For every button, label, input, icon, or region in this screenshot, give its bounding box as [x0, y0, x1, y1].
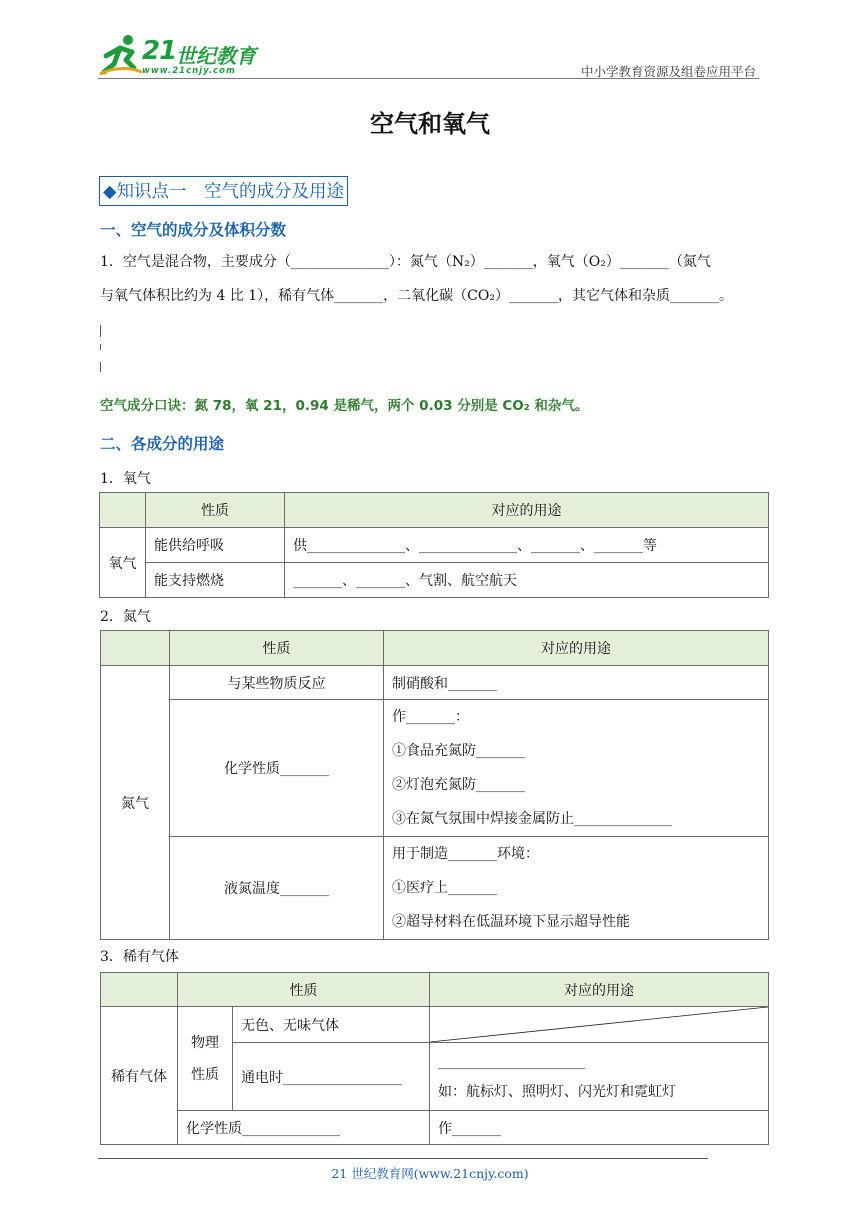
- property-cell: 化学性质______________: [178, 1111, 430, 1145]
- mnemonic: 空气成分口诀：氮 78，氧 21，0.94 是稀气，两个 0.03 分别是 CO₂ 和杂气。: [100, 398, 589, 414]
- table-row: [100, 563, 769, 598]
- header-property: 性质: [146, 493, 285, 528]
- use-line: 用于制造_______环境：: [392, 846, 539, 862]
- physical-label-line: 物理: [191, 1034, 219, 1051]
- header-use: 对应的用途: [285, 493, 769, 528]
- row-label: 稀有气体: [101, 1007, 178, 1145]
- footer-divider: [98, 1158, 708, 1159]
- physical-label-line: 性质: [191, 1066, 219, 1083]
- use-line: ②超导材料在低温环境下显示超导性能: [392, 914, 630, 930]
- table-row: [101, 666, 769, 700]
- section2-heading: 二、各成分的用途: [100, 435, 225, 453]
- margin-tick: [100, 325, 101, 337]
- header-property: 性质: [170, 631, 384, 666]
- composition-para-line2: 与氧气体积比约为 4 比 1），稀有气体_______，二氧化碳（CO₂）_______，其它气体和杂质_______。: [100, 288, 733, 304]
- header-divider: [98, 78, 759, 79]
- use-cell: [430, 1043, 769, 1111]
- header-use: 对应的用途: [384, 631, 769, 666]
- margin-tick: [100, 362, 101, 372]
- header-blank: [101, 631, 170, 666]
- use-cell: 供______________、______________、_______、_______等: [285, 528, 769, 563]
- composition-para-line1: 1．空气是混合物，主要成分（______________）：氮气（N₂）_______，氧气（O₂）_______（氮气: [100, 254, 711, 270]
- row-label: 氮气: [101, 666, 170, 940]
- knowledge-point-box: ◆知识点一 空气的成分及用途: [99, 176, 348, 206]
- margin-tick: [100, 344, 101, 350]
- rare-gas-table: [100, 972, 769, 1145]
- use-cell: 制硝酸和_______: [384, 666, 769, 700]
- use-cell-empty: [430, 1007, 769, 1043]
- footer-text: 21 世纪教育网(www.21cnjy.com): [331, 1166, 529, 1181]
- logo-url: www.21cnjy.com: [142, 66, 236, 76]
- use-line: ②灯泡充氮防_______: [392, 777, 525, 793]
- property-cell: 化学性质_______: [170, 700, 384, 837]
- property-cell: 与某些物质反应: [170, 666, 384, 700]
- oxygen-table: [99, 492, 769, 598]
- property-cell: 能支持燃烧: [146, 563, 285, 598]
- header-property: 性质: [178, 973, 430, 1007]
- page-title: 空气和氧气: [370, 110, 490, 138]
- header-blank: [100, 493, 146, 528]
- physical-property-label: [178, 1007, 233, 1111]
- nitrogen-table: [100, 630, 769, 940]
- use-cell: 作_______: [430, 1111, 769, 1145]
- oxygen-title: 1．氧气: [100, 471, 151, 487]
- nitrogen-title: 2．氮气: [100, 609, 151, 625]
- platform-name: 中小学教育资源及组卷应用平台: [580, 64, 756, 79]
- table-row: [101, 1007, 769, 1043]
- row-label: 氧气: [100, 528, 146, 598]
- diagonal-strike: [430, 1007, 768, 1042]
- section1-heading: 一、空气的成分及体积分数: [100, 221, 287, 239]
- rare-gas-title: 3．稀有气体: [100, 949, 179, 965]
- property-cell: 能供给呼吸: [146, 528, 285, 563]
- property-cell: 无色、无味气体: [233, 1007, 430, 1043]
- use-cell: [384, 837, 769, 940]
- table-row: [100, 528, 769, 563]
- use-cell: [384, 700, 769, 837]
- logo-text: 世纪教育: [176, 44, 256, 68]
- property-cell: 通电时_________________: [233, 1043, 430, 1111]
- table-row: [101, 1111, 769, 1145]
- table-row: [101, 700, 769, 837]
- header-blank: [101, 973, 178, 1007]
- use-line: ①食品充氮防_______: [392, 743, 525, 759]
- table-row: [101, 837, 769, 940]
- runner-logo-icon: [98, 34, 144, 78]
- use-line: _____________________: [438, 1053, 585, 1070]
- logo-number: 21: [142, 36, 177, 66]
- use-line: 作_______：: [392, 709, 469, 725]
- use-line: ③在氮气氛围中焊接金属防止______________: [392, 811, 672, 827]
- use-cell: _______、_______、气割、航空航天: [285, 563, 769, 598]
- use-line: ①医疗上_______: [392, 880, 497, 896]
- property-cell: 液氮温度_______: [170, 837, 384, 940]
- header-use: 对应的用途: [430, 973, 769, 1007]
- use-line: 如：航标灯、照明灯、闪光灯和霓虹灯: [438, 1083, 676, 1100]
